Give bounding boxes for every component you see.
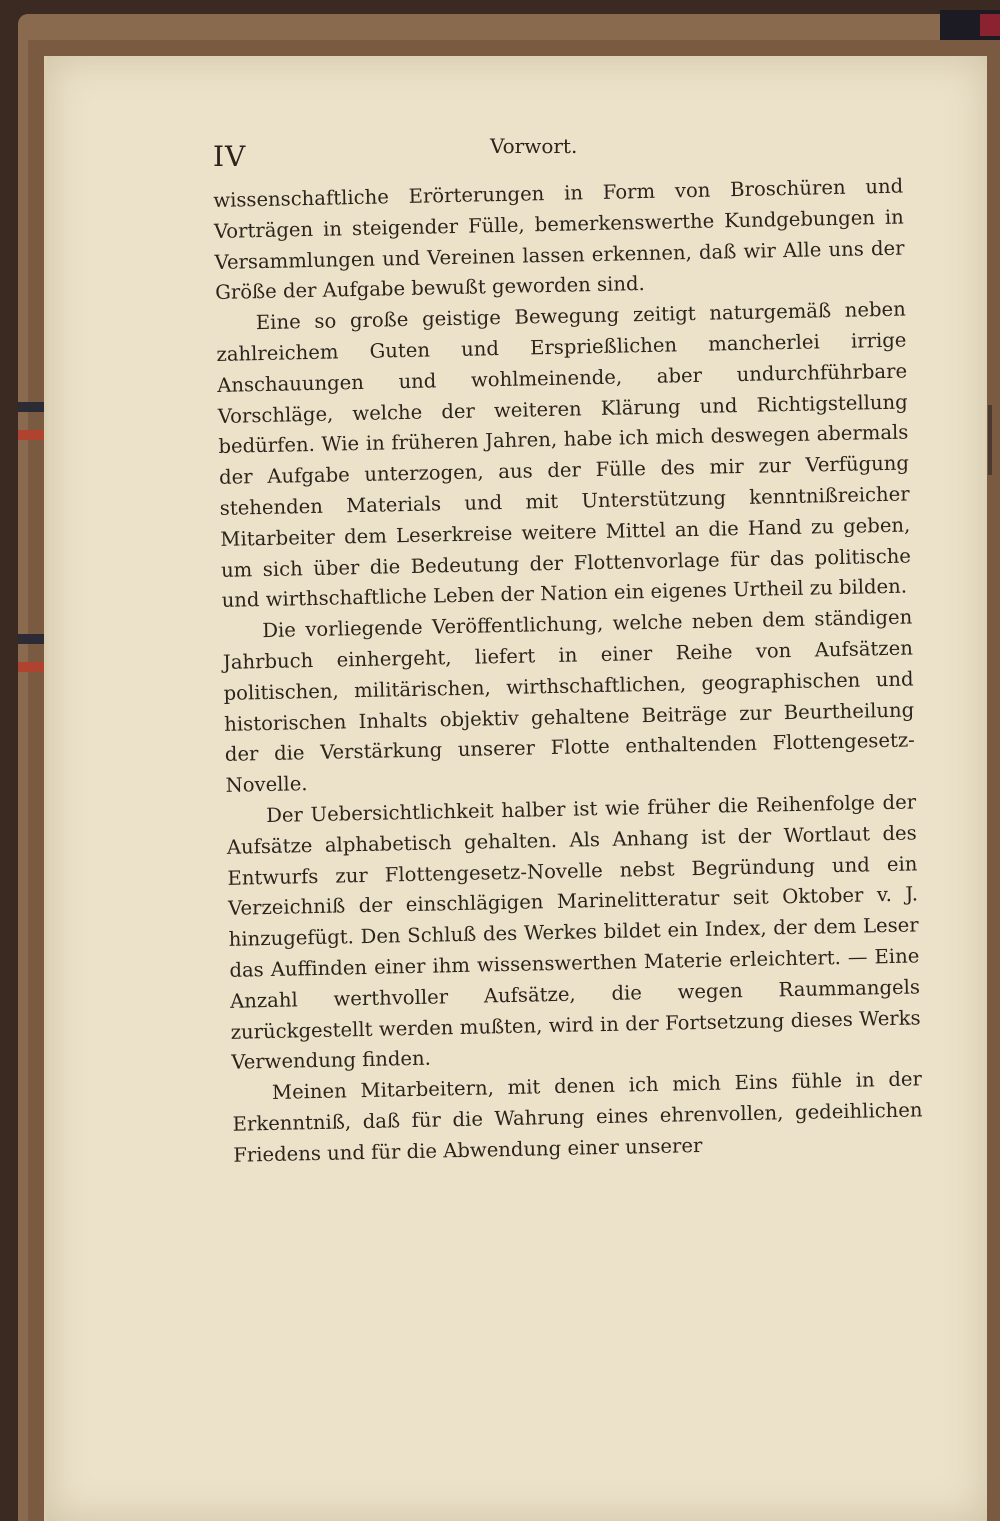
paragraph: Eine so große geistige Bewegung zeitigt naturgemäß neben zahlreichem Guten und Ersprießlichen mancherlei irrige Anschauungen und wohlmeinende, aber undurchführbare Vorschläge, welche der weiteren Klärung und Richtigstellung bedürfen. Wie in früheren Jahren, habe ich mich deswegen abermals der Aufgabe unterzogen, aus der Fülle des mir zur Verfügung stehenden Materials und mit Unterstützung kenntnißreicher Mitarbeiter dem Leserkreise weitere Mittel an die Hand zu geben, um sich über die Bedeutung der Flottenvorlage für das politische und wirthschaftliche Leben der Nation ein eigenes Urtheil zu bilden. <box>216 297 912 613</box>
paragraph: Die vorliegende Veröffentlichung, welche neben dem ständigen Jahrbuch einhergeht, liefert in einer Reihe von Aufsätzen politischen, militärischen, wirthschaftlichen, geographischen und historischen Inhalts objektiv gehaltene Beiträge zur Beurtheilung der die Verstärkung unserer Flotte enthaltenden Flottengesetz-Novelle. <box>222 605 916 798</box>
body-text <box>213 172 923 1172</box>
running-head: Vorwort. <box>490 134 578 158</box>
cover-corner-ribbon <box>980 14 1000 36</box>
page-edge-mark <box>988 405 992 475</box>
paragraph: Der Uebersichtlichkeit halber ist wie früher die Reihenfolge der Aufsätze alphabetisch gehalten. Als Anhang ist der Wortlaut des Entwurfs zur Flottengesetz-Novelle nebst Begründung und ein Verzeichniß der einschlägigen Marinelitteratur seit Oktober v. J. hinzugefügt. Den Schluß des Werkes bildet ein Index, der dem Leser das Auffinden einer ihm wissenswerthen Materie erleichtert. — Eine Anzahl werthvoller Aufsätze, die wegen Raummangels zurückgestellt werden mußten, wird in der Fortsetzung dieses Werks Verwendung finden. <box>226 790 921 1075</box>
paragraph: Meinen Mitarbeitern, mit denen ich mich Eins fühle in der Erkenntniß, daß für die Wahrung eines ehrenvollen, gedeihlichen Friedens und für die Abwendung einer unserer <box>232 1067 923 1167</box>
paragraph: wissenschaftliche Erörterungen in Form von Broschüren und Vorträgen in steigender Fülle, bemerkenswerthe Kundgebungen in Versammlungen und Vereinen lassen erkennen, daß wir Alle uns der Größe der Aufgabe bewußt geworden sind. <box>213 174 905 305</box>
page-number: IV <box>213 140 247 173</box>
